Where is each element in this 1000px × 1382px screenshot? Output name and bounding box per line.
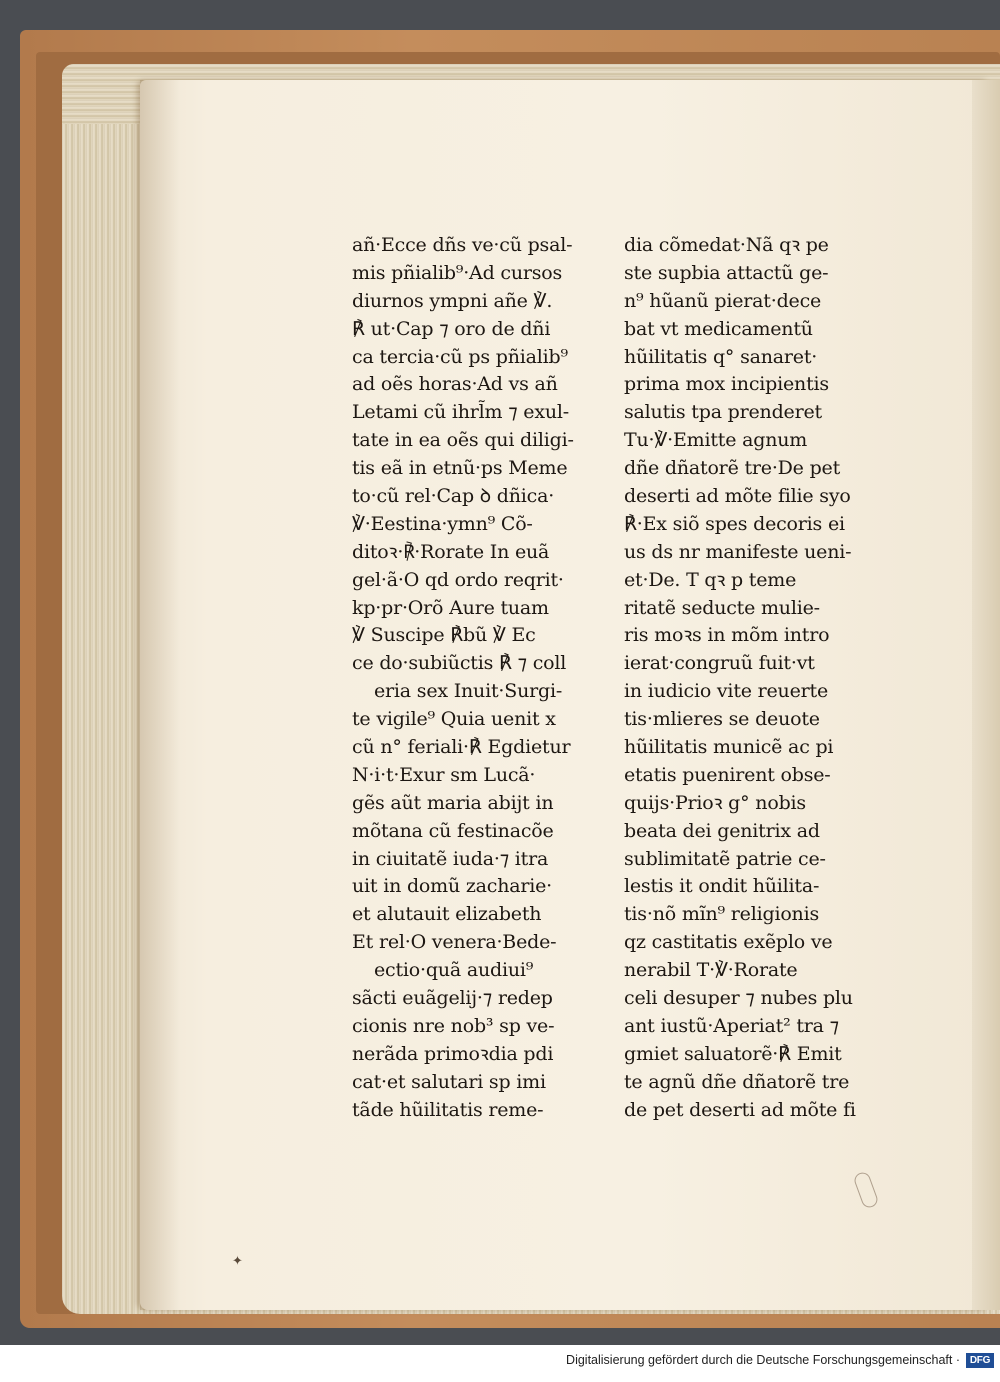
- printer-mark: ✦: [232, 1254, 243, 1269]
- text-line: celi desuper ⁊ nubes plu: [624, 987, 853, 1010]
- text-line: cionis nre nob³ sp ve-: [352, 1014, 555, 1037]
- dfg-logo: DFG: [966, 1353, 994, 1368]
- text-line: ℟·Ex siõ spes decoris ei: [624, 512, 845, 535]
- text-line: N·i·t·Exur sm Lucã·: [352, 763, 536, 786]
- text-line: salutis tpa prenderet: [624, 401, 822, 424]
- text-line: tis·nõ mĩn⁹ religionis: [624, 903, 820, 926]
- text-line: gel·ã·O qd ordo reqrit·: [352, 568, 564, 591]
- text-line: añ·Ecce dñs ve·cũ psal-: [352, 234, 573, 256]
- text-line: tis·mlieres se deuote: [624, 708, 820, 731]
- text-line: n⁹ hũanũ pierat·dece: [624, 289, 822, 312]
- text-line: kp·pr·Orõ Aure tuam: [352, 596, 549, 619]
- page-right-edge: [972, 80, 1000, 1310]
- text-line: ℟ ut·Cap ⁊ oro de dñi: [352, 317, 551, 340]
- text-line: lestis it ondit hũilita-: [624, 875, 820, 898]
- text-line: sublimitatẽ patrie ce-: [624, 847, 826, 870]
- funding-credit: Digitalisierung gefördert durch die Deutsche Forschungsgemeinschaft ·: [566, 1353, 960, 1367]
- text-line: gmiet saluatorẽ·℟ Emit: [624, 1042, 842, 1065]
- text-line: bat vt medicamentũ: [624, 317, 813, 340]
- text-line: ℣·Eestina·ymn⁹ Cõ-: [352, 512, 533, 535]
- text-line: hũilitatis municẽ ac pi: [624, 736, 834, 759]
- text-line: etatis puenirent obse-: [624, 763, 831, 786]
- text-line: ritatẽ seducte mulie-: [624, 596, 820, 619]
- text-line: in iudicio vite reuerte: [624, 680, 829, 703]
- text-line: ris moꝛs in mõm intro: [624, 624, 830, 647]
- text-line: cũ n° feriali·℟ Egdietur: [352, 736, 571, 759]
- text-line: et·De. T qꝛ p teme: [624, 568, 797, 591]
- text-line: dñe dñatorẽ tre·De pet: [624, 457, 841, 480]
- text-column-left: [352, 232, 596, 1125]
- text-line: nerãda primoꝛdia pdi: [352, 1042, 554, 1065]
- text-line: us ds nr manifeste ueni-: [624, 540, 852, 563]
- text-line: Letami cũ ihrl̃m ⁊ exul-: [352, 401, 569, 424]
- text-line: cat·et salutari sp imi: [352, 1070, 546, 1093]
- text-line: beata dei genitrix ad: [624, 819, 820, 842]
- text-line: quijs·Prioꝛ g° nobis: [624, 791, 806, 814]
- text-line: ca tercia·cũ ps pñialib⁹: [352, 345, 568, 368]
- text-line: ste supbia attactũ ge-: [624, 261, 829, 284]
- text-line: te vigile⁹ Quia uenit x: [352, 708, 556, 731]
- text-line: tãde hũilitatis reme-: [352, 1098, 544, 1121]
- text-line: te agnũ dñe dñatorẽ tre: [624, 1070, 850, 1093]
- text-line: uit in domũ zacharie·: [352, 875, 553, 898]
- text-line: ℣ Suscipe ℟bũ ℣ Ec: [352, 624, 536, 647]
- text-line: diurnos ympni añe ℣.: [352, 289, 553, 312]
- text-line: ierat·congruũ fuit·vt: [624, 652, 815, 675]
- text-line: tate in ea oẽs qui diligi-: [352, 429, 574, 452]
- text-line: in ciuitatẽ iuda·⁊ itra: [352, 847, 549, 870]
- text-line: Et rel·O venera·Bede-: [352, 931, 557, 954]
- text-line: tis eã in etnũ·ps Meme: [352, 457, 568, 480]
- text-line: dia cõmedat·Nã qꝛ pe: [624, 234, 829, 256]
- text-column-right: [624, 232, 872, 1125]
- text-line: nerabil T·℣·Rorate: [624, 959, 798, 982]
- text-line: prima mox incipientis: [624, 373, 829, 396]
- text-line: de pet deserti ad mõte fi: [624, 1098, 856, 1121]
- footer-bar: [0, 1345, 1000, 1382]
- text-line: qz castitatis exẽplo ve: [624, 931, 833, 954]
- text-line: to·cũ rel·Cap ꝺ dñica·: [352, 485, 555, 508]
- text-line: mõtana cũ festinacõe: [352, 819, 554, 842]
- text-line: ditoꝛ·℟·Rorate In euã: [352, 540, 550, 563]
- text-line: et alutauit elizabeth: [352, 903, 542, 926]
- text-line: eria sex Inuit·Surgi-: [374, 680, 563, 703]
- text-line: sãcti euãgelij·⁊ redep: [352, 987, 553, 1010]
- gutter-shadow: [140, 80, 180, 1310]
- text-line: ce do·subiũctis ℟ ⁊ coll: [352, 652, 567, 675]
- text-line: deserti ad mõte filie syo: [624, 485, 851, 508]
- text-line: ant iustũ·Aperiat² tra ⁊: [624, 1014, 839, 1037]
- text-line: ad oẽs horas·Ad vs añ: [352, 373, 558, 396]
- text-line: gẽs aũt maria abijt in: [352, 791, 554, 814]
- text-line: hũilitatis q° sanaret·: [624, 345, 818, 368]
- text-line: Tu·℣·Emitte agnum: [624, 429, 808, 452]
- text-line: mis pñialib⁹·Ad cursos: [352, 261, 563, 284]
- text-line: ectio·quã audiui⁹: [374, 959, 534, 982]
